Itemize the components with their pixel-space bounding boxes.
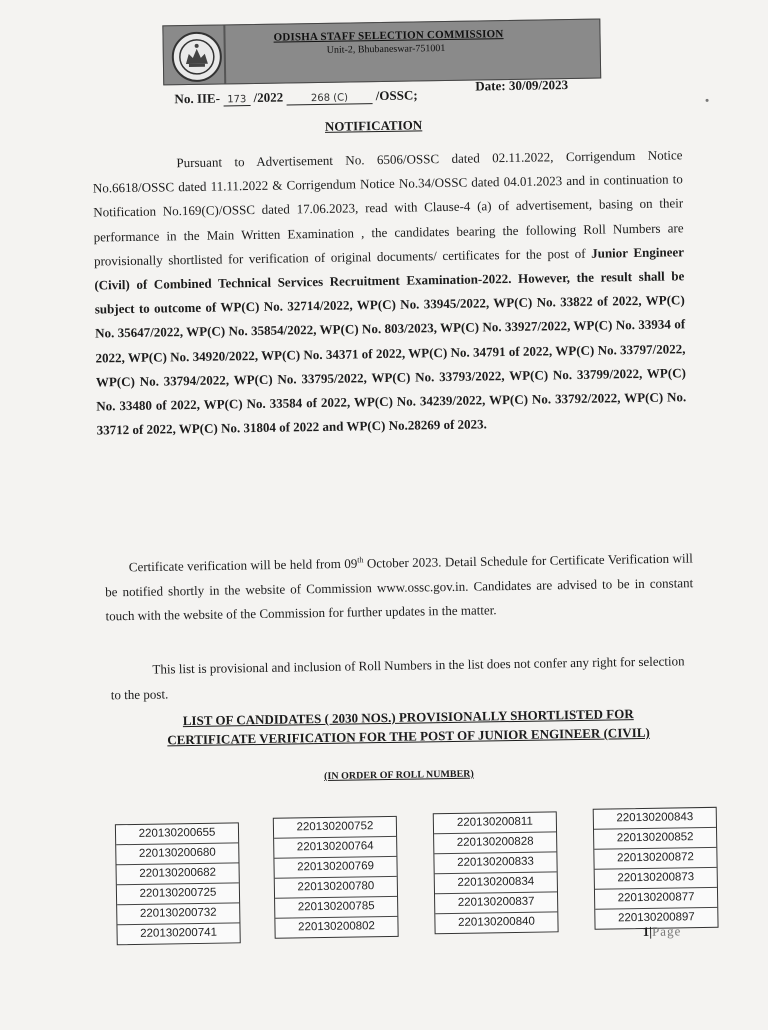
- handwritten-reference: 268 (C): [286, 92, 372, 105]
- roll-number-cell: 220130200682: [117, 863, 239, 885]
- list-title: [113, 703, 704, 750]
- roll-number-cell: 220130200843: [594, 808, 716, 830]
- para3-text: This list is provisional and inclusion of Roll Numbers in the list does not confer any right for selection to the post.: [110, 653, 685, 702]
- court-cases-text: However, the result shall be subject to outcome of WP(C) No. 32714/2022, WP(C) No. 33945/2022, WP(C) No. 33822 of 2022, WP(C) No. 35647/2022, WP(C) No. 35854/2022, WP(C) No. 803/2023, WP(C) No. 33927/2022, WP(C) No. 33934 of 2022, WP(C) No. 34920/2022, WP(C) No. 34371 of 2022, WP(C) No. 34791 of 2022, WP(C) No. 33797/2022, WP(C) No. 33794/2022, WP(C) No. 33795/2022, WP(C) No. 33793/2022, WP(C) No. 33799/2022, WP(C) No. 33480 of 2022, WP(C) No. 33584 of 2022, WP(C) No. 34239/2022, WP(C) No. 33792/2022, WP(C) No. 33712 of 2022, WP(C) No. 31804 of 2022 and WP(C) No.28269 of 2023.: [94, 268, 687, 438]
- letterhead: [162, 19, 601, 86]
- page-number-separator: |: [649, 923, 653, 939]
- notification-date: Date: 30/09/2023: [475, 77, 569, 94]
- roll-number-cell: 220130200833: [434, 852, 556, 874]
- roll-number-cell: 220130200741: [140, 926, 218, 940]
- letterhead-divider: [223, 25, 226, 83]
- page-number: [643, 923, 682, 940]
- list-title-line-1: LIST OF CANDIDATES ( 2030 NOS.) PROVISIONALLY SHORTLISTED FOR: [182, 706, 634, 729]
- roll-number-cell: 220130200655: [116, 823, 238, 845]
- reference-line: [174, 87, 417, 107]
- order-note: (IN ORDER OF ROLL NUMBER): [324, 768, 474, 782]
- roll-number-cell: 220130200828: [434, 832, 556, 854]
- roll-number-cell: 220130200840: [457, 915, 535, 929]
- roll-number-cell: 220130200852: [594, 828, 716, 850]
- roll-number-cell: 220130200764: [274, 837, 396, 859]
- org-name: ODISHA STAFF SELECTION COMMISSION: [273, 28, 504, 44]
- post-name: Junior Engineer (Civil) of Combined Technical Services Recruitment Examination-2022.: [94, 244, 685, 293]
- roll-number-column-4: [593, 807, 719, 930]
- roll-number-cell: 220130200873: [595, 868, 717, 890]
- roll-number-column-3: [433, 811, 559, 934]
- handwritten-number: 173: [223, 94, 250, 106]
- roll-number-cell: 220130200725: [117, 883, 239, 905]
- roll-number-cell: 220130200834: [435, 872, 557, 894]
- ref-year: /2022: [253, 89, 284, 105]
- roll-number-cell: 220130200877: [595, 888, 717, 910]
- para2-text-a: Certificate verification will be held from 09: [128, 555, 358, 575]
- ordinal-suffix: th: [357, 555, 364, 565]
- roll-number-column-2: [273, 816, 399, 939]
- roll-number-cell: 220130200785: [275, 897, 397, 919]
- roll-number-column-1: [115, 822, 241, 945]
- roll-number-cell: 220130200680: [116, 843, 238, 865]
- roll-number-cell: 220130200811: [434, 812, 556, 834]
- para1-text: Pursuant to Advertisement No. 6506/OSSC dated 02.11.2022, Corrigendum Notice No.6618/OSSC dated 11.11.2022 & Corrigendum Notice No.34/OSSC dated 04.01.2023 and in continuation to Notification No.169(C)/OSSC dated 17.06.2023, read with Clause-4 (a) of advertisement, basing on their performance in the Main Written Examination , the candidates bearing the following Roll Numbers are provisionally shortlisted for verification of original documents/ certificates for the post of: [92, 147, 684, 269]
- roll-number-cell: 220130200752: [274, 817, 396, 839]
- scan-speck: [706, 99, 709, 102]
- page-number-value: 1: [642, 923, 650, 939]
- notification-title: NOTIFICATION: [324, 117, 423, 134]
- verification-paragraph: [105, 543, 694, 629]
- provisional-paragraph: [110, 649, 697, 707]
- list-title-line-2: CERTIFICATE VERIFICATION FOR THE POST OF JUNIOR ENGINEER (CIVIL): [167, 724, 650, 748]
- page-number-label: Page: [651, 923, 682, 939]
- org-address: Unit-2, Bhubaneswar-751001: [326, 42, 446, 56]
- main-paragraph: [92, 143, 686, 443]
- ref-suffix: /OSSC;: [375, 87, 418, 104]
- ref-prefix: No. IIE-: [174, 90, 221, 107]
- ossc-emblem-logo: [171, 31, 222, 82]
- roll-number-cell: 220130200769: [274, 857, 396, 879]
- para2-text-b: October 2023. Detail Schedule for Certificate Verification will be notified shortly in the website of Commission www.ossc.gov.in. Candidates are advised to be in constant touch with the website of the Commission for further updates in the matter.: [105, 550, 694, 624]
- roll-number-cell: 220130200897: [617, 911, 695, 925]
- roll-number-cell: 220130200732: [117, 903, 239, 925]
- roll-number-cell: 220130200872: [594, 848, 716, 870]
- roll-number-cell: 220130200802: [298, 920, 375, 934]
- roll-number-cell: 220130200837: [435, 892, 557, 914]
- roll-number-cell: 220130200780: [275, 877, 397, 899]
